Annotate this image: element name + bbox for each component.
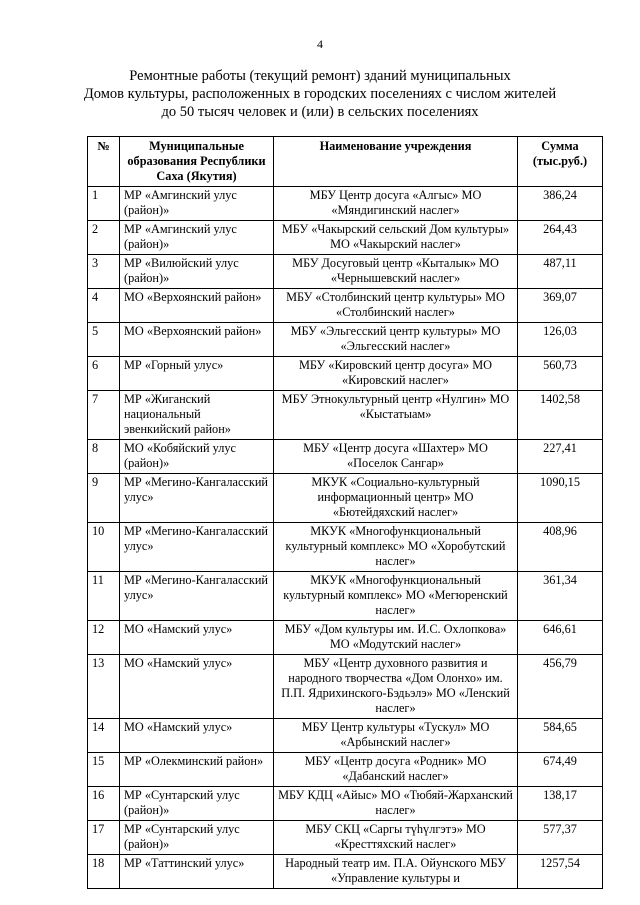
row-institution: МКУК «Многофункциональный культурный комплекс» МО «Хоробутский наслег»	[274, 523, 518, 572]
row-municipality: МР «Горный улус»	[120, 357, 274, 391]
row-institution: МБУ «Эльгесский центр культуры» МО «Эльгесский наслег»	[274, 323, 518, 357]
row-number: 5	[88, 323, 120, 357]
table-row	[88, 719, 603, 753]
row-sum: 369,07	[518, 289, 603, 323]
row-number: 8	[88, 440, 120, 474]
row-institution: МКУК «Многофункциональный культурный комплекс» МО «Мегюренский наслег»	[274, 572, 518, 621]
row-sum: 674,49	[518, 753, 603, 787]
table-row	[88, 787, 603, 821]
row-institution: Народный театр им. П.А. Ойунского МБУ «Управление культуры и	[274, 855, 518, 889]
row-number: 10	[88, 523, 120, 572]
row-municipality: МР «Мегино-Кангаласский улус»	[120, 572, 274, 621]
row-municipality: МР «Олекминский район»	[120, 753, 274, 787]
row-sum: 1257,54	[518, 855, 603, 889]
table-row	[88, 474, 603, 523]
row-number: 15	[88, 753, 120, 787]
row-municipality: МО «Намский улус»	[120, 719, 274, 753]
row-number: 1	[88, 187, 120, 221]
row-institution: МБУ Досуговый центр «Кыталык» МО «Чернышевский наслег»	[274, 255, 518, 289]
table-row	[88, 289, 603, 323]
row-municipality: МР «Таттинский улус»	[120, 855, 274, 889]
row-number: 16	[88, 787, 120, 821]
row-municipality: МР «Мегино-Кангаласский улус»	[120, 474, 274, 523]
table-header-row	[88, 137, 603, 187]
table-row	[88, 440, 603, 474]
table-row	[88, 753, 603, 787]
table-row	[88, 221, 603, 255]
row-municipality: МР «Вилюйский улус (район)»	[120, 255, 274, 289]
row-municipality: МР «Амгинский улус (район)»	[120, 187, 274, 221]
row-number: 12	[88, 621, 120, 655]
row-sum: 487,11	[518, 255, 603, 289]
table-row	[88, 572, 603, 621]
row-institution: МКУК «Социально-культурный информационный центр» МО «Бютейдяхский наслег»	[274, 474, 518, 523]
row-sum: 386,24	[518, 187, 603, 221]
header-institution: Наименование учреждения	[274, 137, 518, 187]
table-row	[88, 821, 603, 855]
row-sum: 584,65	[518, 719, 603, 753]
row-municipality: МР «Сунтарский улус (район)»	[120, 787, 274, 821]
row-institution: МБУ «Дом культуры им. И.С. Охлопкова» МО «Модутский наслег»	[274, 621, 518, 655]
row-institution: МБУ «Центр досуга «Шахтер» МО «Поселок Сангар»	[274, 440, 518, 474]
row-sum: 126,03	[518, 323, 603, 357]
row-number: 17	[88, 821, 120, 855]
table-row	[88, 855, 603, 889]
row-sum: 1402,58	[518, 391, 603, 440]
page-number: 4	[317, 37, 323, 51]
row-number: 6	[88, 357, 120, 391]
row-institution: МБУ КДЦ «Айыс» МО «Тюбяй-Жарханский наслег»	[274, 787, 518, 821]
row-municipality: МО «Намский улус»	[120, 621, 274, 655]
row-sum: 577,37	[518, 821, 603, 855]
repair-funding-table	[87, 136, 603, 889]
row-institution: МБУ «Столбинский центр культуры» МО «Столбинский наслег»	[274, 289, 518, 323]
row-number: 14	[88, 719, 120, 753]
title-line-3: до 50 тысяч человек и (или) в сельских поселениях	[161, 104, 479, 120]
header-municipality: Муниципальные образования Республики Саха (Якутия)	[120, 137, 274, 187]
table-row	[88, 187, 603, 221]
row-municipality: МО «Кобяйский улус (район)»	[120, 440, 274, 474]
row-number: 7	[88, 391, 120, 440]
title-line-1: Ремонтные работы (текущий ремонт) зданий муниципальных	[129, 68, 511, 84]
row-number: 3	[88, 255, 120, 289]
row-number: 11	[88, 572, 120, 621]
table-row	[88, 357, 603, 391]
table-row	[88, 655, 603, 719]
row-number: 13	[88, 655, 120, 719]
row-institution: МБУ СКЦ «Саргы түһүлгэтэ» МО «Кресттяхский наслег»	[274, 821, 518, 855]
table-row	[88, 621, 603, 655]
row-institution: МБУ Центр культуры «Тускул» МО «Арбынский наслег»	[274, 719, 518, 753]
row-sum: 560,73	[518, 357, 603, 391]
row-institution: МБУ Центр досуга «Алгыс» МО «Мяндигинский наслег»	[274, 187, 518, 221]
row-municipality: МР «Мегино-Кангаласский улус»	[120, 523, 274, 572]
row-municipality: МО «Намский улус»	[120, 655, 274, 719]
table-row	[88, 391, 603, 440]
row-municipality: МР «Сунтарский улус (район)»	[120, 821, 274, 855]
row-number: 18	[88, 855, 120, 889]
header-number: №	[88, 137, 120, 187]
document-title	[60, 67, 580, 121]
row-sum: 408,96	[518, 523, 603, 572]
table-row	[88, 323, 603, 357]
row-sum: 264,43	[518, 221, 603, 255]
row-municipality: МР «Амгинский улус (район)»	[120, 221, 274, 255]
row-municipality: МО «Верхоянский район»	[120, 289, 274, 323]
row-number: 9	[88, 474, 120, 523]
row-sum: 227,41	[518, 440, 603, 474]
row-municipality: МО «Верхоянский район»	[120, 323, 274, 357]
row-number: 2	[88, 221, 120, 255]
table-row	[88, 523, 603, 572]
row-sum: 1090,15	[518, 474, 603, 523]
row-institution: МБУ «Чакырский сельский Дом культуры» МО «Чакырский наслег»	[274, 221, 518, 255]
row-institution: МБУ «Центр досуга «Родник» МО «Дабанский наслег»	[274, 753, 518, 787]
row-sum: 361,34	[518, 572, 603, 621]
row-number: 4	[88, 289, 120, 323]
table-row	[88, 255, 603, 289]
row-sum: 138,17	[518, 787, 603, 821]
table-body	[88, 187, 603, 889]
title-line-2: Домов культуры, расположенных в городских поселениях с числом жителей	[83, 86, 557, 102]
row-sum: 456,79	[518, 655, 603, 719]
row-institution: МБУ «Кировский центр досуга» МО «Кировский наслег»	[274, 357, 518, 391]
row-institution: МБУ «Центр духовного развития и народного творчества «Дом Олонхо» им. П.П. Ядрихинского-Бэдьэлэ» МО «Ленский наслег»	[274, 655, 518, 719]
row-sum: 646,61	[518, 621, 603, 655]
header-sum: Сумма (тыс.руб.)	[518, 137, 603, 187]
row-institution: МБУ Этнокультурный центр «Нулгин» МО «Кыстатыам»	[274, 391, 518, 440]
row-municipality: МР «Жиганский национальный эвенкийский район»	[120, 391, 274, 440]
